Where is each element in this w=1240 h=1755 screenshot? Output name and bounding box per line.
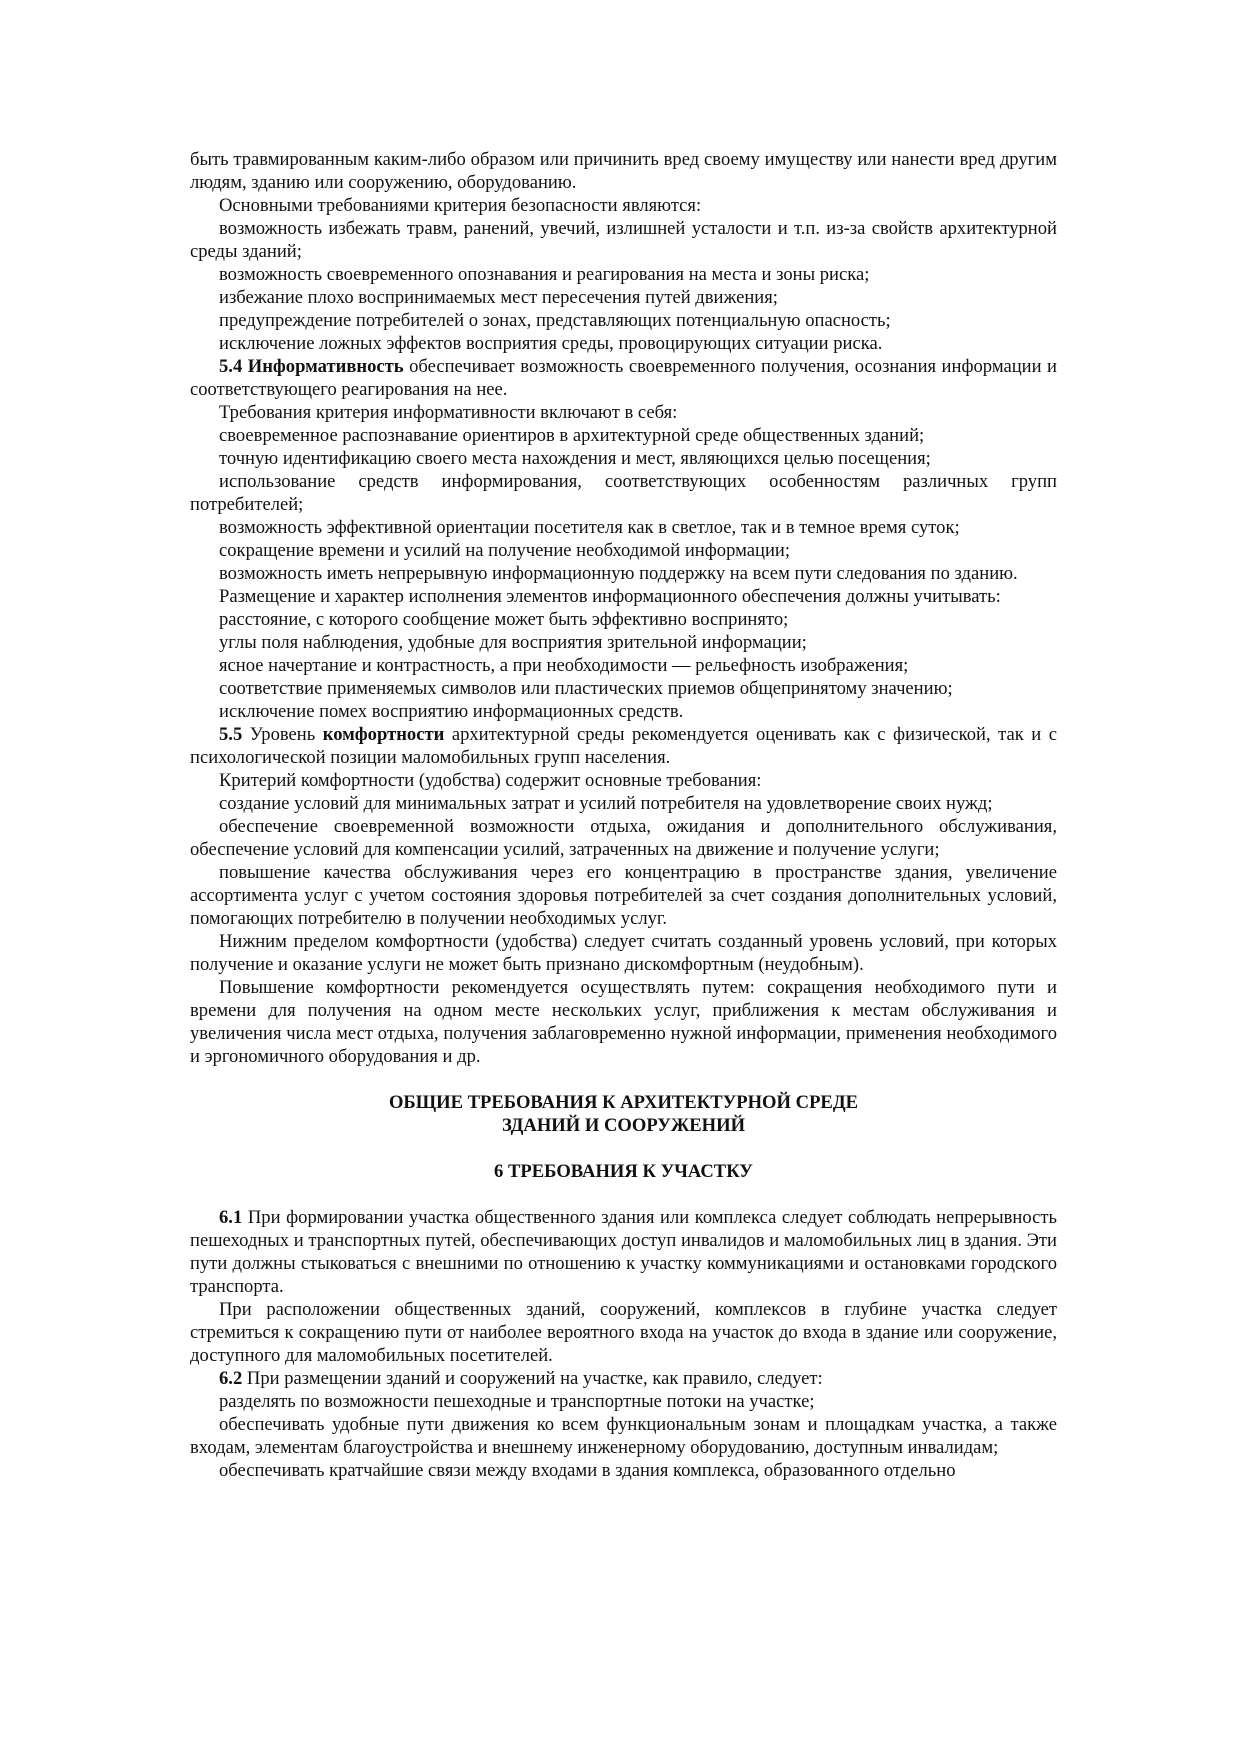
list-item: исключение ложных эффектов восприятия среды, провоцирующих ситуации риска.	[219, 333, 883, 354]
list-item: использование средств информирования, соответствующих особенностям различных групп потребителей;	[190, 471, 1057, 515]
list-item: предупреждение потребителей о зонах, представляющих потенциальную опасность;	[219, 310, 891, 331]
list-item: обеспечивать кратчайшие связи между входами в здания комплекса, образованного отдельно	[219, 1460, 956, 1481]
list-item: ясное начертание и контрастность, а при необходимости — рельефность изображения;	[219, 655, 909, 676]
list-item: повышение качества обслуживания через его концентрацию в пространстве здания, увеличение ассортимента услуг с учетом состояния здоровья потребителей за счет создания дополнительных условий, помогающих потребителю в получении необходимых услуг.	[190, 862, 1057, 929]
section-6-2-paragraph	[190, 1367, 1057, 1390]
paragraph: Размещение и характер исполнения элементов информационного обеспечения должны учитывать:	[219, 586, 1001, 607]
section-text: обеспечивает возможность своевременного получения, осознания информации и соответствующего реагирования на нее.	[190, 356, 1058, 400]
list-item: избежание плохо воспринимаемых мест пересечения путей движения;	[219, 287, 778, 308]
section-term: комфортности	[322, 724, 445, 745]
paragraph: Повышение комфортности рекомендуется осуществлять путем: сокращения необходимого пути и времени для получения на одном месте нескольких услуг, приближения к местам обслуживания и увеличения числа мест отдыха, получения заблаговременно нужной информации, применения необходимого и эргономичного оборудования и др.	[190, 977, 1057, 1067]
section-number: 6.2	[219, 1368, 243, 1389]
list-item: углы поля наблюдения, удобные для восприятия зрительной информации;	[219, 632, 807, 653]
list-item: создание условий для минимальных затрат и усилий потребителя на удовлетворение своих нужд;	[219, 793, 993, 814]
section-6-heading: 6 ТРЕБОВАНИЯ К УЧАСТКУ	[494, 1161, 753, 1182]
list-item: сокращение времени и усилий на получение необходимой информации;	[219, 540, 791, 561]
section-term: Информативность	[247, 356, 404, 377]
paragraph: Критерий комфортности (удобства) содержит основные требования:	[219, 770, 762, 791]
paragraph: При расположении общественных зданий, сооружений, комплексов в глубине участка следует стремиться к сокращению пути от наиболее вероятного входа на участок до входа в здание или сооружение, доступного для маломобильных посетителей.	[190, 1299, 1057, 1366]
list-item: обеспечение своевременной возможности отдыха, ожидания и дополнительного обслуживания, обеспечение условий для компенсации усилий, затраченных на движение и получение услуги;	[190, 816, 1057, 860]
list-item: своевременное распознавание ориентиров в архитектурной среде общественных зданий;	[219, 425, 925, 446]
major-heading-line-2: ЗДАНИЙ И СООРУЖЕНИЙ	[501, 1115, 746, 1136]
section-number: 5.4	[219, 356, 243, 377]
paragraph: Требования критерия информативности включают в себя:	[219, 402, 678, 423]
section-6-1-paragraph	[190, 1206, 1057, 1298]
section-text-pre: Уровень	[242, 724, 323, 745]
section-5-5-paragraph	[190, 723, 1057, 769]
section-number: 5.5	[219, 724, 243, 745]
paragraph: Нижним пределом комфортности (удобства) следует считать созданный уровень условий, при которых получение и оказание услуги не может быть признано дискомфортным (неудобным).	[190, 931, 1057, 975]
section-text: При формировании участка общественного здания или комплекса следует соблюдать непрерывность пешеходных и транспортных путей, обеспечивающих доступ инвалидов и маломобильных лиц в здания. Эти пути должны стыковаться с внешними по отношению к участку коммуникациями и остановками городского транспорта.	[190, 1207, 1057, 1297]
list-item: точную идентификацию своего места нахождения и мест, являющихся целью посещения;	[219, 448, 931, 469]
list-item: разделять по возможности пешеходные и транспортные потоки на участке;	[219, 1391, 815, 1412]
paragraph-continuation: быть травмированным каким-либо образом или причинить вред своему имуществу или нанести вред другим людям, зданию или сооружению, оборудованию.	[190, 149, 1057, 193]
list-item: возможность эффективной ориентации посетителя как в светлое, так и в темное время суток;	[219, 517, 960, 538]
list-item: возможность своевременного опознавания и реагирования на места и зоны риска;	[219, 264, 870, 285]
list-item: возможность избежать травм, ранений, увечий, излишней усталости и т.п. из-за свойств архитектурной среды зданий;	[190, 218, 1057, 262]
document-page	[190, 148, 1057, 1482]
section-5-4-paragraph	[190, 355, 1057, 401]
section-text: При размещении зданий и сооружений на участке, как правило, следует:	[242, 1368, 823, 1389]
section-text: архитектурной среды рекомендуется оценивать как с физической, так и с психологической позиции маломобильных групп населения.	[190, 724, 1057, 768]
list-item: исключение помех восприятию информационных средств.	[219, 701, 684, 722]
major-heading-line-1: ОБЩИЕ ТРЕБОВАНИЯ К АРХИТЕКТУРНОЙ СРЕДЕ	[388, 1092, 859, 1113]
section-number: 6.1	[219, 1207, 243, 1228]
paragraph: Основными требованиями критерия безопасности являются:	[219, 195, 702, 216]
list-item: обеспечивать удобные пути движения ко всем функциональным зонам и площадкам участка, а также входам, элементам благоустройства и внешнему инженерному оборудованию, доступным инвалидам;	[190, 1414, 1057, 1458]
list-item: расстояние, с которого сообщение может быть эффективно воспринято;	[219, 609, 789, 630]
list-item: возможность иметь непрерывную информационную поддержку на всем пути следования по зданию.	[219, 563, 1018, 584]
list-item: соответствие применяемых символов или пластических приемов общепринятому значению;	[219, 678, 953, 699]
